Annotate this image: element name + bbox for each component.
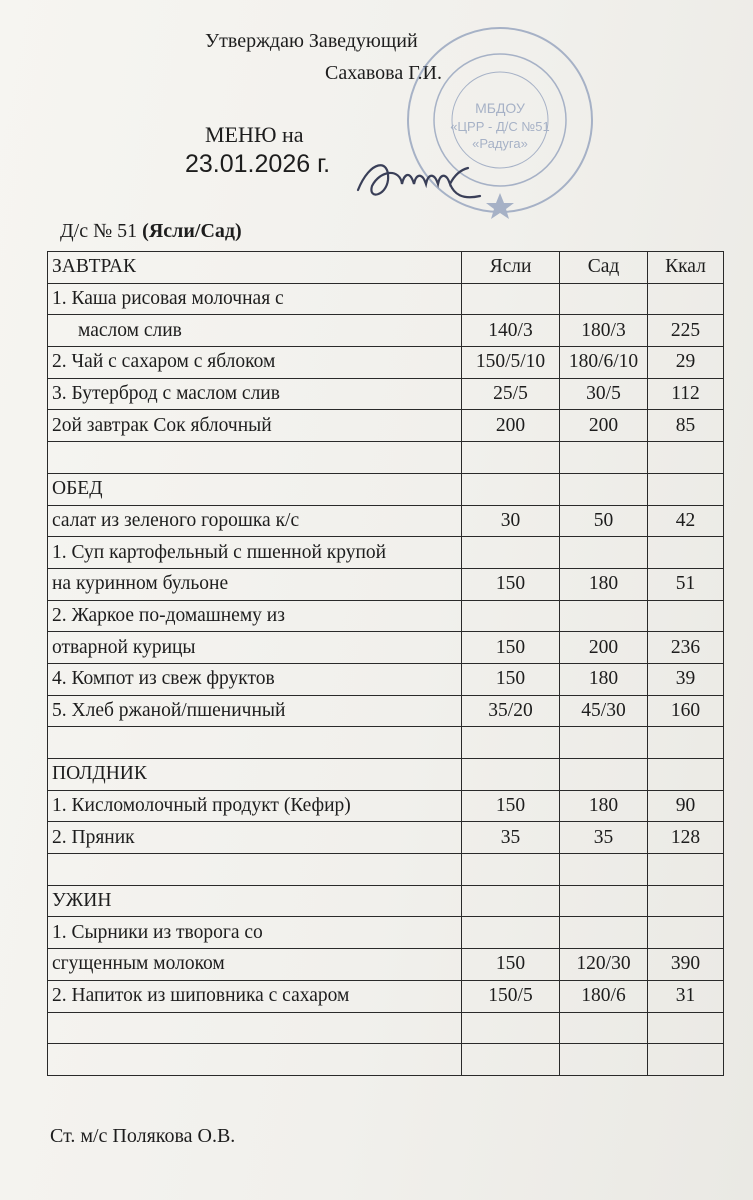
yasli-portion-cell: 150 <box>462 663 560 695</box>
dish-name-cell <box>48 727 462 759</box>
table-row <box>48 568 724 600</box>
dish-name-cell: 1. Кисломолочный продукт (Кефир) <box>48 790 462 822</box>
table-row <box>48 473 724 505</box>
yasli-portion-cell: 35/20 <box>462 695 560 727</box>
kcal-cell: 31 <box>648 980 724 1012</box>
sad-portion-cell: 180 <box>560 790 648 822</box>
kcal-cell <box>648 759 724 791</box>
table-row <box>48 1012 724 1044</box>
table-row <box>48 854 724 886</box>
sad-portion-cell <box>560 759 648 791</box>
table-row <box>48 632 724 664</box>
dish-name-cell: 2. Пряник <box>48 822 462 854</box>
table-row <box>48 410 724 442</box>
stamp-line-1: МБДОУ <box>475 100 525 116</box>
kcal-cell: 39 <box>648 663 724 695</box>
kcal-cell: 90 <box>648 790 724 822</box>
yasli-portion-cell: Ясли <box>462 252 560 284</box>
dish-name-cell: УЖИН <box>48 885 462 917</box>
kcal-cell <box>648 283 724 315</box>
table-row <box>48 885 724 917</box>
yasli-portion-cell: 150 <box>462 949 560 981</box>
table-row <box>48 980 724 1012</box>
table-row <box>48 822 724 854</box>
sad-portion-cell <box>560 537 648 569</box>
kcal-cell: 51 <box>648 568 724 600</box>
nurse-signature-line: Ст. м/с Полякова О.В. <box>50 1125 236 1147</box>
kcal-cell: 42 <box>648 505 724 537</box>
yasli-portion-cell: 150/5/10 <box>462 347 560 379</box>
sad-portion-cell <box>560 917 648 949</box>
dish-name-cell: сгущенным молоком <box>48 949 462 981</box>
yasli-portion-cell <box>462 537 560 569</box>
sad-portion-cell: 180 <box>560 663 648 695</box>
sad-portion-cell: Сад <box>560 252 648 284</box>
dish-name-cell: 2. Чай с сахаром с яблоком <box>48 347 462 379</box>
kcal-cell <box>648 1044 724 1076</box>
yasli-portion-cell <box>462 442 560 474</box>
dish-name-cell: 2ой завтрак Сок яблочный <box>48 410 462 442</box>
yasli-portion-cell: 200 <box>462 410 560 442</box>
sad-portion-cell <box>560 283 648 315</box>
menu-title: МЕНЮ на <box>205 122 304 147</box>
yasli-portion-cell: 140/3 <box>462 315 560 347</box>
signature <box>350 150 490 210</box>
sad-portion-cell: 30/5 <box>560 378 648 410</box>
menu-table-body <box>48 252 724 1076</box>
table-row <box>48 347 724 379</box>
sad-portion-cell: 45/30 <box>560 695 648 727</box>
kcal-cell <box>648 885 724 917</box>
dish-name-cell: отварной курицы <box>48 632 462 664</box>
dish-name-cell: 3. Бутерброд с маслом слив <box>48 378 462 410</box>
dish-name-cell: 1. Суп картофельный с пшенной крупой <box>48 537 462 569</box>
kcal-cell: 160 <box>648 695 724 727</box>
kcal-cell: 236 <box>648 632 724 664</box>
sad-portion-cell <box>560 854 648 886</box>
dish-name-cell: ЗАВТРАК <box>48 252 462 284</box>
table-row <box>48 600 724 632</box>
group-type: (Ясли/Сад) <box>142 220 242 242</box>
yasli-portion-cell <box>462 473 560 505</box>
table-row <box>48 727 724 759</box>
kcal-cell <box>648 537 724 569</box>
yasli-portion-cell: 150/5 <box>462 980 560 1012</box>
kcal-cell: 29 <box>648 347 724 379</box>
table-row <box>48 949 724 981</box>
yasli-portion-cell <box>462 759 560 791</box>
yasli-portion-cell: 35 <box>462 822 560 854</box>
sad-portion-cell <box>560 885 648 917</box>
dish-name-cell <box>48 1012 462 1044</box>
stamp-line-2: «ЦРР - Д/С №51 <box>450 119 550 134</box>
dish-name-cell: 1. Каша рисовая молочная с <box>48 283 462 315</box>
yasli-portion-cell: 30 <box>462 505 560 537</box>
yasli-portion-cell: 150 <box>462 568 560 600</box>
sad-portion-cell <box>560 600 648 632</box>
sad-portion-cell: 180 <box>560 568 648 600</box>
dish-name-cell: 5. Хлеб ржаной/пшеничный <box>48 695 462 727</box>
yasli-portion-cell <box>462 1012 560 1044</box>
table-row <box>48 1044 724 1076</box>
sad-portion-cell: 180/6/10 <box>560 347 648 379</box>
kcal-cell <box>648 727 724 759</box>
table-row <box>48 917 724 949</box>
sad-portion-cell: 180/3 <box>560 315 648 347</box>
kcal-cell: 225 <box>648 315 724 347</box>
kcal-cell <box>648 854 724 886</box>
table-row <box>48 442 724 474</box>
table-row <box>48 537 724 569</box>
kindergarten-label <box>60 220 242 243</box>
dish-name-cell: на куринном бульоне <box>48 568 462 600</box>
dish-name-cell: ОБЕД <box>48 473 462 505</box>
dish-name-cell <box>48 1044 462 1076</box>
table-row <box>48 378 724 410</box>
table-row <box>48 315 724 347</box>
yasli-portion-cell <box>462 727 560 759</box>
table-row <box>48 505 724 537</box>
yasli-portion-cell: 25/5 <box>462 378 560 410</box>
table-row <box>48 283 724 315</box>
sad-portion-cell: 180/6 <box>560 980 648 1012</box>
sad-portion-cell: 200 <box>560 410 648 442</box>
table-row <box>48 759 724 791</box>
yasli-portion-cell <box>462 917 560 949</box>
yasli-portion-cell: 150 <box>462 632 560 664</box>
dish-name-cell: маслом слив <box>48 315 462 347</box>
table-row <box>48 663 724 695</box>
dish-name-cell: ПОЛДНИК <box>48 759 462 791</box>
sad-portion-cell: 35 <box>560 822 648 854</box>
yasli-portion-cell <box>462 885 560 917</box>
table-row <box>48 790 724 822</box>
yasli-portion-cell <box>462 600 560 632</box>
kcal-cell <box>648 473 724 505</box>
stamp-line-3: «Радуга» <box>472 136 528 151</box>
dish-name-cell: салат из зеленого горошка к/с <box>48 505 462 537</box>
dish-name-cell: 4. Компот из свеж фруктов <box>48 663 462 695</box>
kcal-cell <box>648 917 724 949</box>
kcal-cell <box>648 1012 724 1044</box>
kcal-cell: 390 <box>648 949 724 981</box>
sad-portion-cell <box>560 1012 648 1044</box>
director-name: Сахавова Г.И. <box>325 62 442 84</box>
dish-name-cell: 2. Жаркое по-домашнему из <box>48 600 462 632</box>
table-row <box>48 695 724 727</box>
yasli-portion-cell <box>462 1044 560 1076</box>
menu-table <box>47 251 724 1076</box>
sad-portion-cell <box>560 473 648 505</box>
yasli-portion-cell <box>462 283 560 315</box>
yasli-portion-cell <box>462 854 560 886</box>
sad-portion-cell: 50 <box>560 505 648 537</box>
kcal-cell <box>648 442 724 474</box>
menu-date: 23.01.2026 г. <box>185 150 331 178</box>
sad-portion-cell <box>560 1044 648 1076</box>
kcal-cell <box>648 600 724 632</box>
kcal-cell: 112 <box>648 378 724 410</box>
sad-portion-cell: 200 <box>560 632 648 664</box>
sad-portion-cell <box>560 727 648 759</box>
kindergarten-number: Д/с № 51 <box>60 220 138 242</box>
kcal-cell: 128 <box>648 822 724 854</box>
approval-line: Утверждаю Заведующий <box>205 30 418 52</box>
kcal-cell: Ккал <box>648 252 724 284</box>
kcal-cell: 85 <box>648 410 724 442</box>
sad-portion-cell: 120/30 <box>560 949 648 981</box>
table-row <box>48 252 724 284</box>
yasli-portion-cell: 150 <box>462 790 560 822</box>
dish-name-cell: 1. Сырники из творога со <box>48 917 462 949</box>
dish-name-cell <box>48 442 462 474</box>
dish-name-cell: 2. Напиток из шиповника с сахаром <box>48 980 462 1012</box>
dish-name-cell <box>48 854 462 886</box>
sad-portion-cell <box>560 442 648 474</box>
